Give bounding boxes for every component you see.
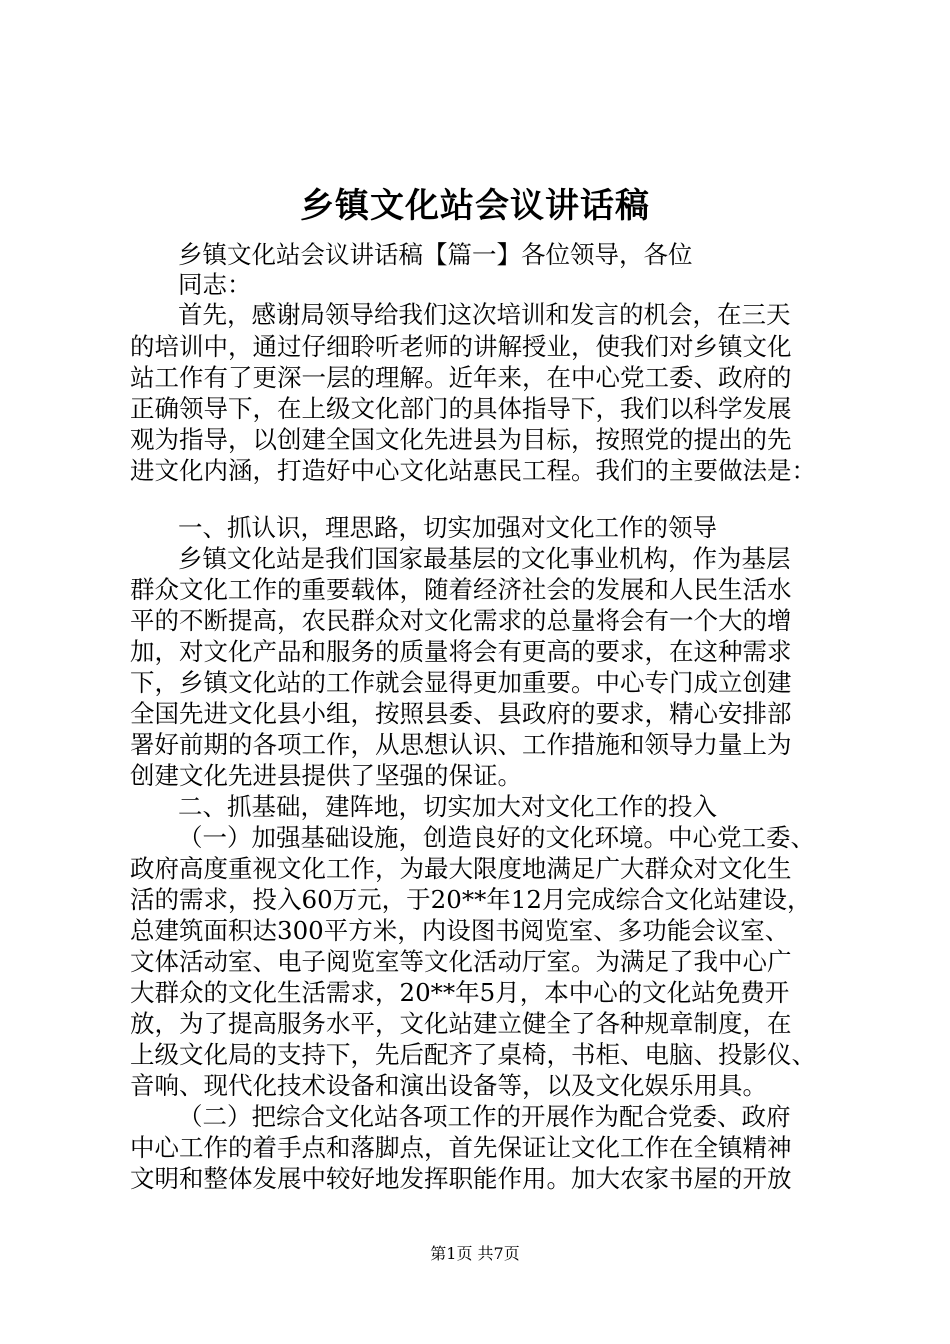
text-line: 音响、现代化技术设备和演出设备等，以及文化娱乐用具。: [130, 1071, 767, 1100]
text-line: 总建筑面积达300平方米，内设图书阅览室、多功能会议室、: [130, 916, 790, 945]
text-line: 政府高度重视文化工作，为最大限度地满足广大群众对文化生: [130, 854, 792, 883]
text-line: 活的需求，投入60万元，于20**年12月完成综合文化站建设，: [130, 885, 812, 914]
text-line: 的培训中，通过仔细聆听老师的讲解授业，使我们对乡镇文化: [130, 332, 792, 361]
text-line: 文体活动室、电子阅览室等文化活动厅室。为满足了我中心广: [130, 947, 792, 976]
text-line: 群众文化工作的重要载体，随着经济社会的发展和人民生活水: [130, 575, 792, 604]
section-heading: 一、抓认识，理思路，切实加强对文化工作的领导: [178, 513, 717, 542]
text-line: 放，为了提高服务水平，文化站建立健全了各种规章制度，在: [130, 1009, 792, 1038]
section-heading: 二、抓基础，建阵地，切实加大对文化工作的投入: [178, 792, 717, 821]
text-line: 下，乡镇文化站的工作就会显得更加重要。中心专门成立创建: [130, 668, 792, 697]
text-line: 平的不断提高，农民群众对文化需求的总量将会有一个大的增: [130, 606, 792, 635]
page-footer: 第1页 共7页: [430, 1244, 520, 1263]
text-line: 观为指导，以创建全国文化先进县为目标，按照党的提出的先: [130, 425, 792, 454]
document-title: 乡镇文化站会议讲话稿: [300, 186, 650, 226]
text-line: （一）加强基础设施，创造良好的文化环境。中心党工委、: [178, 823, 815, 852]
text-line: 同志：: [178, 270, 252, 299]
text-line: 全国先进文化县小组，按照县委、县政府的要求，精心安排部: [130, 699, 792, 728]
text-line: 上级文化局的支持下，先后配齐了桌椅，书柜、电脑、投影仪、: [130, 1040, 816, 1069]
text-line: 大群众的文化生活需求，20**年5月，本中心的文化站免费开: [130, 978, 790, 1007]
text-line: 创建文化先进县提供了坚强的保证。: [130, 761, 522, 790]
text-line: 乡镇文化站会议讲话稿【篇一】各位领导，各位: [178, 240, 693, 269]
text-line: 文明和整体发展中较好地发挥职能作用。加大农家书屋的开放: [130, 1164, 792, 1193]
text-line: 中心工作的着手点和落脚点，首先保证让文化工作在全镇精神: [130, 1133, 792, 1162]
text-line: 正确领导下，在上级文化部门的具体指导下，我们以科学发展: [130, 394, 792, 423]
text-line: 首先，感谢局领导给我们这次培训和发言的机会，在三天: [178, 300, 791, 329]
text-line: 站工作有了更深一层的理解。近年来，在中心党工委、政府的: [130, 363, 792, 392]
text-line: 乡镇文化站是我们国家最基层的文化事业机构，作为基层: [178, 544, 791, 573]
text-line: 进文化内涵，打造好中心文化站惠民工程。我们的主要做法是：: [130, 456, 816, 485]
text-line: （二）把综合文化站各项工作的开展作为配合党委、政府: [178, 1102, 791, 1131]
text-line: 署好前期的各项工作，从思想认识、工作措施和领导力量上为: [130, 730, 792, 759]
text-line: 加，对文化产品和服务的质量将会有更高的要求，在这种需求: [130, 637, 792, 666]
